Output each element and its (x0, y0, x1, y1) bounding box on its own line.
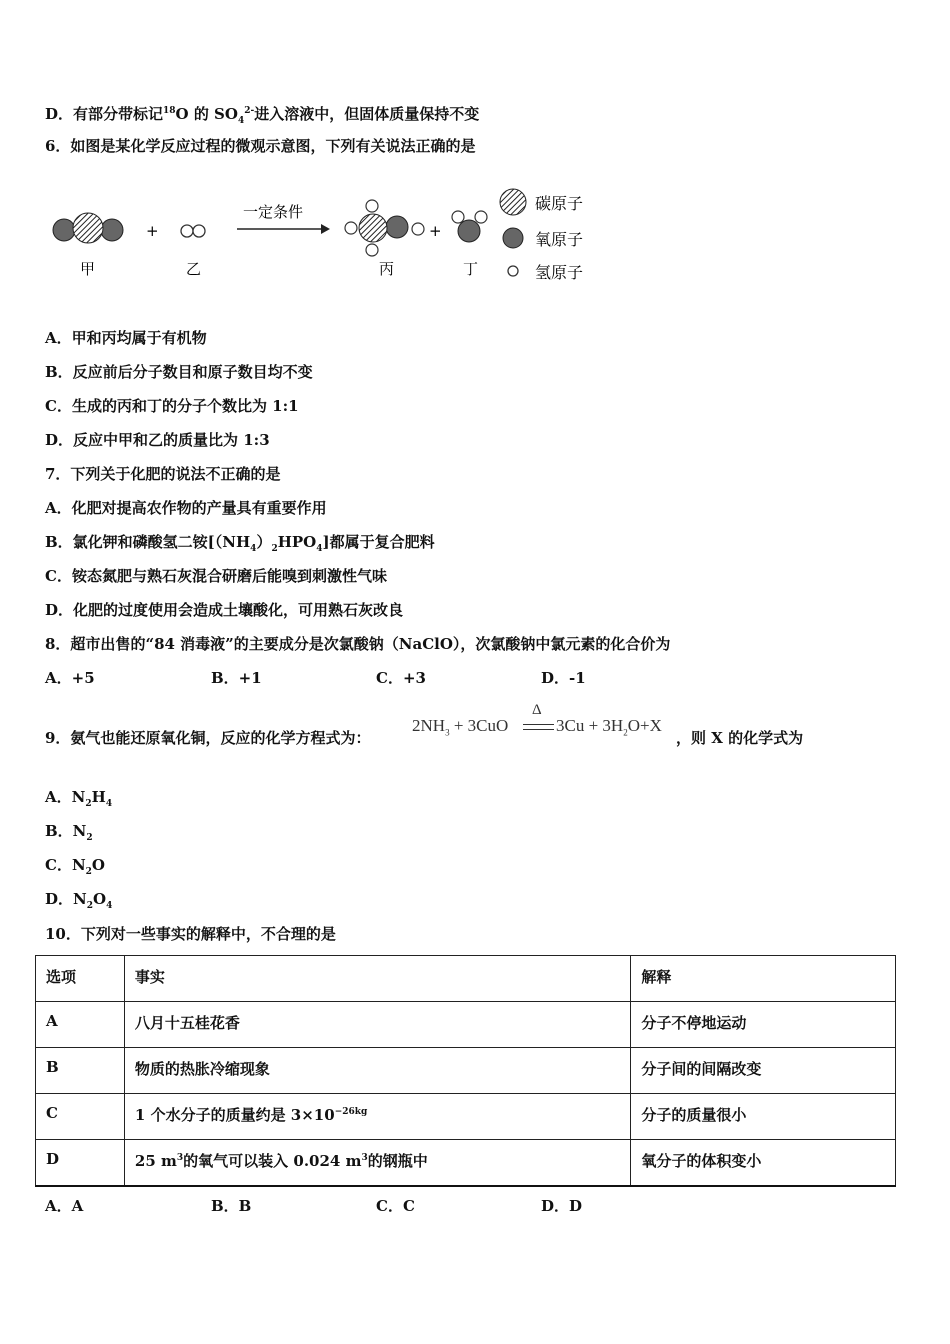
q6-option-b: B．反应前后分子数目和原子数目均不变 (45, 363, 313, 381)
subscript: 2 (86, 901, 93, 911)
reaction-diagram (45, 182, 605, 292)
equation-products (556, 716, 662, 737)
charge-superscript: 2- (244, 106, 255, 116)
table-row (36, 1048, 896, 1094)
label-bing: 丙 (379, 260, 395, 278)
table-cell-fact (124, 1094, 630, 1140)
q9-option-d (45, 889, 112, 916)
molecule-bing (345, 200, 424, 256)
subscript: 4 (250, 544, 257, 554)
q6-stem: 6．如图是某化学反应过程的微观示意图，下列有关说法正确的是 (45, 137, 476, 155)
q6-option-c: C．生成的丙和丁的分子个数比为 1:1 (45, 397, 299, 415)
label-ding: 丁 (463, 260, 479, 278)
subscript: 2 (271, 544, 278, 554)
legend-oxygen: 氧原子 (535, 230, 584, 249)
q9-option-text: O (93, 890, 107, 908)
q9-option-text: H (91, 788, 106, 806)
q9-stem-tail: ，则 X 的化学式为 (676, 729, 804, 747)
facts-table (35, 955, 896, 1187)
hydrogen-atom-icon (508, 266, 518, 276)
table-cell-fact (124, 1140, 630, 1186)
q10-option-d: D．D (541, 1197, 583, 1215)
table-cell-fact: 八月十五桂花香 (124, 1002, 630, 1048)
sulfate-subscript: 4 (237, 116, 245, 126)
exponent-superscript: −26kg (334, 1107, 368, 1117)
subscript: 4 (105, 799, 113, 809)
legend-hydrogen: 氢原子 (535, 263, 584, 282)
table-cell-reason: 分子不停地运动 (631, 1002, 896, 1048)
table-row (36, 1002, 896, 1048)
q5-option-d (45, 101, 479, 131)
fact-text: 1 个水分子的质量约是 3×10 (134, 1106, 335, 1124)
subscript: 4 (316, 544, 323, 554)
q7-option-b-text: B．氯化钾和磷酸氢二铵[（NH (45, 533, 251, 551)
label-jia: 甲 (80, 260, 96, 278)
oxygen-atom-icon (503, 228, 523, 248)
q5-option-d-text: D．有部分带标记 (45, 105, 164, 123)
q6-option-a: A．甲和丙均属于有机物 (45, 329, 207, 347)
table-header: 事实 (124, 956, 630, 1002)
q9-stem: 9．氨气也能还原氧化铜，反应的化学方程式为： (45, 729, 371, 747)
q8-option-a: A．+5 (45, 669, 95, 687)
q7-option-b-text: ） (256, 533, 272, 551)
subscript: 2 (85, 867, 92, 877)
q9-option-a (45, 787, 112, 814)
carbon-atom-icon (500, 189, 526, 215)
q7-option-b-text: ]都属于复合肥料 (322, 533, 435, 551)
table-cell-reason: 氧分子的体积变小 (631, 1140, 896, 1186)
fact-text: 的钢瓶中 (367, 1152, 428, 1170)
q8-stem: 8．超市出售的“84 消毒液”的主要成分是次氯酸钠（NaClO），次氯酸钠中氯元素的化合价为 (45, 635, 671, 653)
equation-text: 3Cu + 3H (556, 716, 624, 735)
table-header-row (36, 956, 896, 1002)
table-cell-reason: 分子间的间隔改变 (631, 1048, 896, 1094)
fact-text: 的氧气可以装入 0.024 m (183, 1152, 362, 1170)
table-cell-option: C (36, 1094, 125, 1140)
q10-stem: 10．下列对一些事实的解释中，不合理的是 (45, 925, 336, 943)
label-yi: 乙 (186, 260, 202, 278)
arrow-label: 一定条件 (243, 203, 304, 221)
plus-sign: + (146, 222, 159, 240)
subscript: 2 (86, 833, 93, 843)
reaction-arrow-icon (237, 224, 330, 234)
equation-text: + 3CuO (449, 716, 509, 735)
q8-option-b: B．+1 (211, 669, 262, 687)
q5-option-d-text: O 的 SO (175, 105, 238, 123)
plus-sign: + (429, 222, 442, 240)
q7-option-c: C．铵态氮肥与熟石灰混合研磨后能嗅到刺激性气味 (45, 567, 387, 585)
q8-option-c: C．+3 (376, 669, 426, 687)
equation-text: 2NH (412, 716, 446, 735)
q7-option-b-text: HPO (277, 533, 317, 551)
heat-symbol: Δ (532, 702, 542, 718)
q8-option-d: D．-1 (541, 669, 586, 687)
legend (500, 189, 583, 282)
unit-superscript: 3 (176, 1153, 184, 1163)
fact-text: 25 m (134, 1152, 177, 1170)
legend-carbon: 碳原子 (535, 194, 584, 213)
q7-stem: 7．下列关于化肥的说法不正确的是 (45, 465, 281, 483)
q5-option-d-text: 进入溶液中，但固体质量保持不变 (254, 105, 480, 123)
table-row (36, 1094, 896, 1140)
molecule-jia (53, 213, 123, 243)
q9-option-text: D．N (45, 890, 87, 908)
equation-text: O+X (627, 716, 662, 735)
table-cell-reason: 分子的质量很小 (631, 1094, 896, 1140)
q9-option-text: C．N (45, 856, 86, 874)
q7-option-d: D．化肥的过度使用会造成土壤酸化，可用熟石灰改良 (45, 601, 404, 619)
table-cell-option: B (36, 1048, 125, 1094)
subscript: 2 (623, 727, 628, 738)
table-header: 选项 (36, 956, 125, 1002)
molecule-ding (452, 211, 487, 242)
subscript: 4 (106, 901, 113, 911)
table-header: 解释 (631, 956, 896, 1002)
subscript: 3 (445, 727, 450, 738)
unit-superscript: 3 (361, 1153, 368, 1163)
table-row (36, 1140, 896, 1186)
table-cell-option: A (36, 1002, 125, 1048)
q10-option-b: B．B (211, 1197, 252, 1215)
isotope-superscript: 18 (163, 106, 176, 116)
equation-reactants (412, 716, 508, 737)
equals-sign (523, 724, 554, 730)
q7-option-a: A．化肥对提高农作物的产量具有重要作用 (45, 499, 327, 517)
q9-option-c (45, 855, 105, 882)
q9-option-text: A．N (45, 788, 86, 806)
table-cell-option: D (36, 1140, 125, 1186)
q7-option-b (45, 532, 435, 559)
q9-option-text: B．N (45, 822, 87, 840)
subscript: 2 (85, 799, 92, 809)
q9-option-text: O (91, 856, 105, 874)
table-cell-fact: 物质的热胀冷缩现象 (124, 1048, 630, 1094)
q9-option-b (45, 821, 93, 848)
q10-option-a: A．A (45, 1197, 84, 1215)
chemical-equation (412, 702, 682, 746)
molecule-yi (181, 225, 205, 237)
q10-option-c: C．C (376, 1197, 415, 1215)
q6-option-d: D．反应中甲和乙的质量比为 1:3 (45, 431, 270, 449)
